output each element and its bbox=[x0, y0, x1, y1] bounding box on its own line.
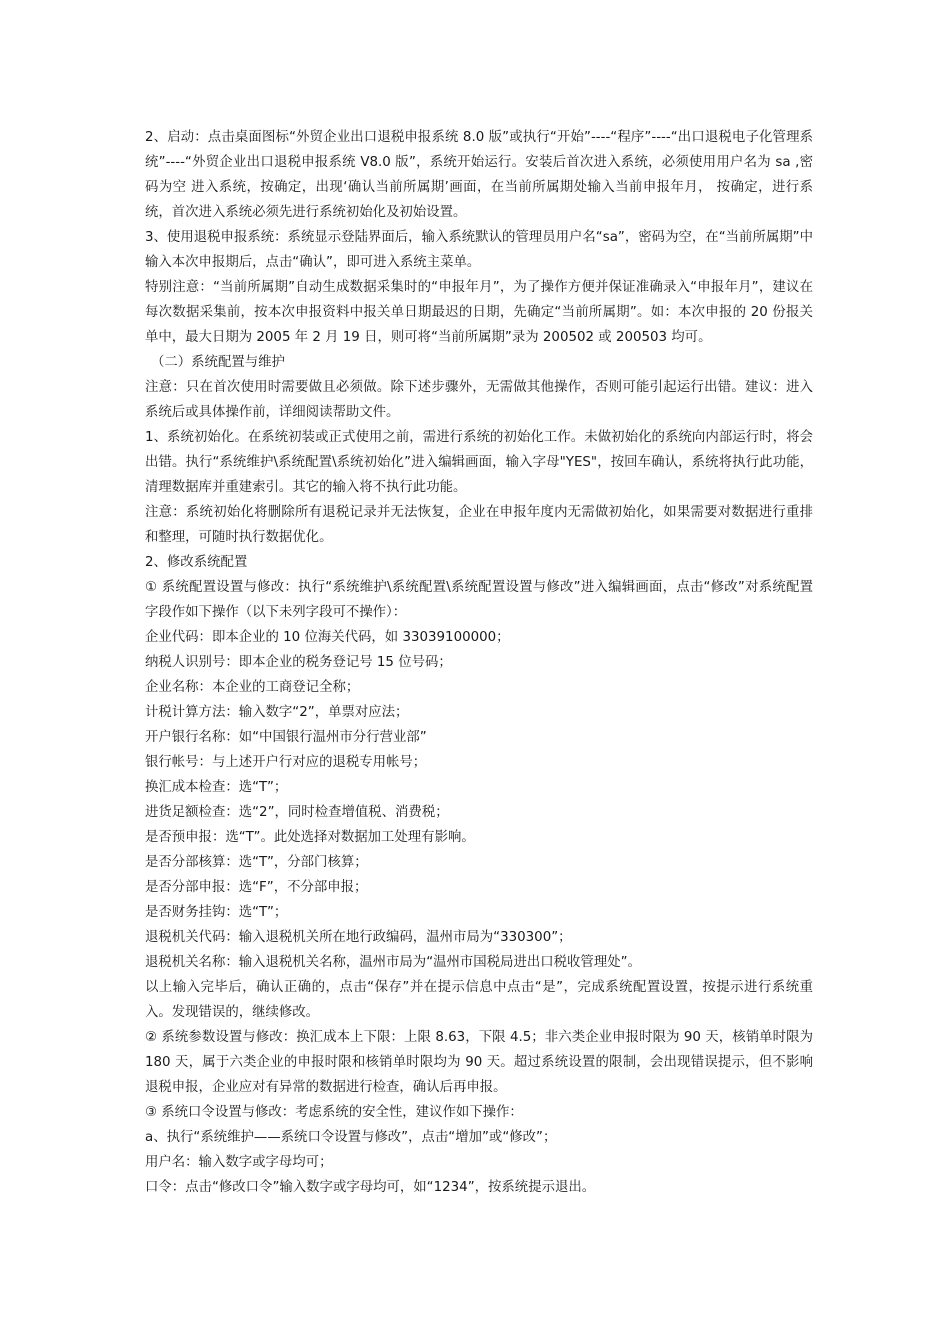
field-purchase-check: 进货足额检查：选“2”，同时检查增值税、消费税； bbox=[145, 805, 449, 820]
field-bank-name: 开户银行名称：如“中国银行温州市分行营业部” bbox=[145, 730, 427, 745]
field-tax-office-code: 退税机关代码：输入退税机关所在地行政编码，温州市局为“330300”； bbox=[145, 930, 572, 945]
field-pre-declare: 是否预申报：选“T”。此处选择对数据加工处理有影响。 bbox=[145, 830, 475, 845]
paragraph-system-params: ② 系统参数设置与修改：换汇成本上下限：上限 8.63，下限 4.5；非六类企业申报时限为 90 天，核销单时限为 180 天，属于六类企业的申报时限和核销单时限均为 90 天。超过系统设置的限制，会出现错误提示，但不影响退税申报，企业应对有异常的数据进行检查，确认后再申报。 bbox=[145, 1030, 813, 1095]
field-bank-account: 银行帐号：与上述开户行对应的退税专用帐号； bbox=[145, 755, 427, 770]
field-tax-office-name: 退税机关名称：输入退税机关名称，温州市局为“温州市国税局进出口税收管理处”。 bbox=[145, 955, 641, 970]
paragraph-use-system: 3、使用退税申报系统：系统显示登陆界面后，输入系统默认的管理员用户名“sa”，密码为空，在“当前所属期”中输入本次申报期后，点击“确认”，即可进入系统主菜单。 bbox=[145, 230, 813, 270]
field-branch-accounting: 是否分部核算：选“T”，分部门核算； bbox=[145, 855, 368, 870]
section-heading-config: （二）系统配置与维护 bbox=[151, 355, 285, 370]
paragraph-startup: 2、启动：点击桌面图标“外贸企业出口退税申报系统 8.0 版”或执行“开始”----“程序”----“出口退税电子化管理系统”----“外贸企业出口退税申报系统 V8.0 版”，系统开始运行。安装后首次进入系统，必须使用用户名为 sa ,密码为空 进入系统，按确定，出现‘确认当前所属期’画面，在当前所属期处输入当前申报年月， 按确定，进行系统，首次进入系统必须先进行系统初始化及初始设置。 bbox=[145, 130, 813, 220]
paragraph-config-note: 注意：只在首次使用时需要做且必须做。除下述步骤外，无需做其他操作，否则可能引起运行出错。建议：进入系统后或具体操作前，详细阅读帮助文件。 bbox=[145, 380, 813, 420]
paragraph-save-config: 以上输入完毕后，确认正确的，点击“保存”并在提示信息中点击“是”，完成系统配置设置，按提示进行系统重入。发现错误的，继续修改。 bbox=[145, 980, 813, 1020]
paragraph-init: 1、系统初始化。在系统初装或正式使用之前，需进行系统的初始化工作。未做初始化的系统向内部运行时，将会出错。执行“系统维护\系统配置\系统初始化”进入编辑画面，输入字母"YES"，按回车确认，系统将执行此功能，清理数据库并重建索引。其它的输入将不执行此功能。 bbox=[145, 430, 813, 495]
paragraph-init-note: 注意：系统初始化将删除所有退税记录并无法恢复，企业在申报年度内无需做初始化，如果需要对数据进行重排和整理，可随时执行数据优化。 bbox=[145, 505, 813, 545]
field-branch-declare: 是否分部申报：选“F”，不分部申报； bbox=[145, 880, 368, 895]
field-enterprise-code: 企业代码：即本企业的 10 位海关代码，如 33039100000； bbox=[145, 630, 510, 645]
heading-modify-config: 2、修改系统配置 bbox=[145, 555, 248, 570]
field-enterprise-name: 企业名称：本企业的工商登记全称； bbox=[145, 680, 360, 695]
field-exchange-cost-check: 换汇成本检查：选“T”； bbox=[145, 780, 288, 795]
field-username: 用户名：输入数字或字母均可； bbox=[145, 1155, 333, 1170]
field-taxpayer-id: 纳税人识别号：即本企业的税务登记号 15 位号码； bbox=[145, 655, 452, 670]
paragraph-password-setting: ③ 系统口令设置与修改：考虑系统的安全性，建议作如下操作： bbox=[145, 1105, 523, 1120]
paragraph-config-setting: ① 系统配置设置与修改：执行“系统维护\系统配置\系统配置设置与修改”进入编辑画面，点击“修改”对系统配置字段作如下操作（以下未列字段可不操作）： bbox=[145, 580, 813, 620]
document-body bbox=[145, 125, 813, 1200]
field-tax-method: 计税计算方法：输入数字“2”，单票对应法； bbox=[145, 705, 409, 720]
field-password: 口令：点击“修改口令”输入数字或字母均可，如“1234”，按系统提示退出。 bbox=[145, 1180, 596, 1195]
paragraph-special-note: 特别注意：“当前所属期”自动生成数据采集时的“申报年月”，为了操作方便并保证准确录入“申报年月”，建议在每次数据采集前，按本次申报资料中报关单日期最迟的日期，先确定“当前所属期”。如：本次申报的 20 份报关单中，最大日期为 2005 年 2 月 19 日，则可将“当前所属期”录为 200502 或 200503 均可。 bbox=[145, 280, 813, 345]
paragraph-password-step-a: a、执行“系统维护——系统口令设置与修改”，点击“增加”或“修改”； bbox=[145, 1130, 557, 1145]
field-finance-link: 是否财务挂钩：选“T”； bbox=[145, 905, 288, 920]
